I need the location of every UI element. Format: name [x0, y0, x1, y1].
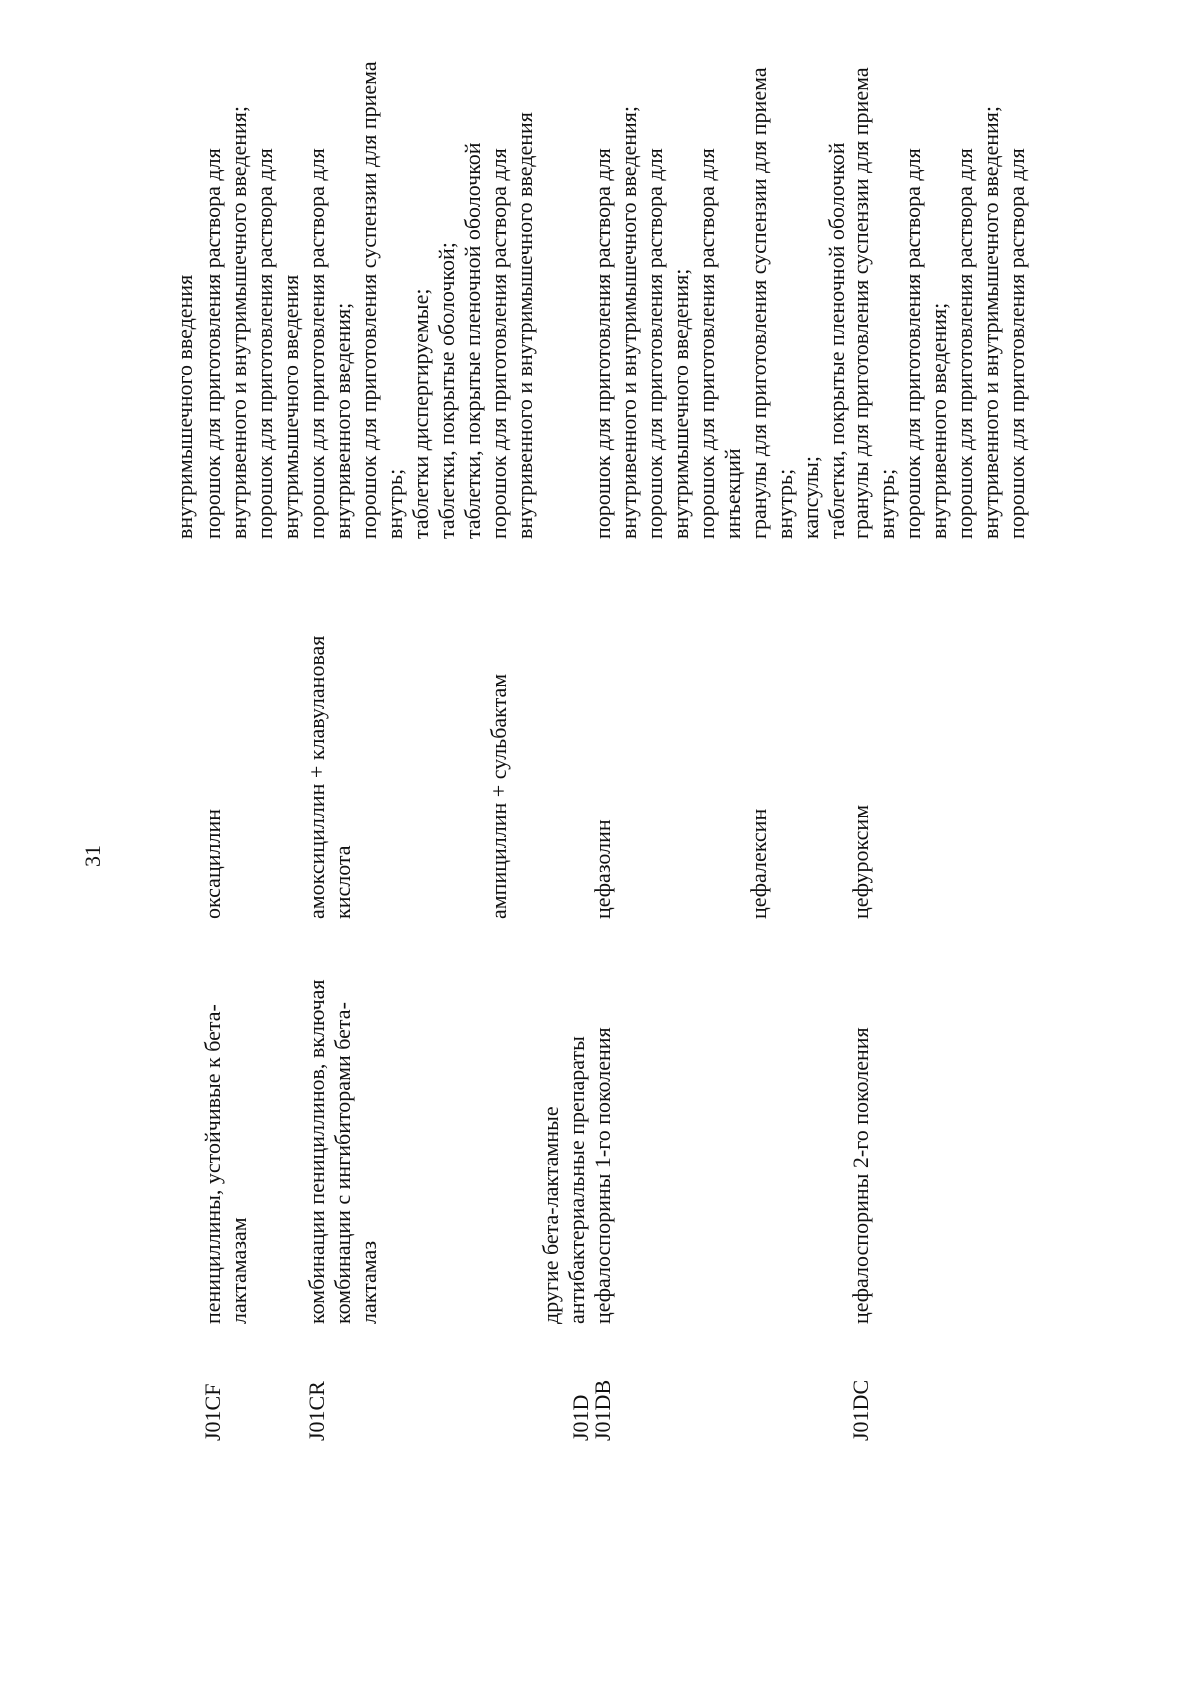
continuation-text: внутримышечного введения	[172, 274, 197, 539]
drug-group: цефалоспорины 2-го поколения	[848, 1027, 873, 1324]
drug-name: цефазолин	[590, 819, 615, 919]
dosage-forms: порошок для приготовления раствора для внутривенного и внутримышечного введения	[486, 112, 537, 539]
drug-group: пенициллины, устойчивые к бета- лактамазам	[200, 1004, 251, 1324]
atc-code: J01CR	[304, 1381, 329, 1441]
drug-name: цефалексин	[746, 808, 771, 919]
atc-code: J01D	[568, 1394, 593, 1441]
drug-name: цефуроксим	[848, 804, 873, 919]
drug-name: оксациллин	[200, 809, 225, 919]
atc-code: J01DB	[590, 1379, 615, 1441]
dosage-forms: порошок для приготовления раствора для внутривенного и внутримышечного введения; порошок для приготовления раствора для внутримышечного введения; порошок для приготовления раствора для инъекций	[590, 106, 745, 539]
dosage-forms: порошок для приготовления раствора для внутривенного и внутримышечного введения; порошок для приготовления раствора для внутримышечного введения	[200, 106, 303, 539]
dosage-forms: порошок для приготовления раствора для внутривенного введения; порошок для приготовления суспензии для приема внутрь; таблетки диспергируемые; таблетки, покрытые оболочкой; таблетки, покрытые пленочной оболочкой	[304, 61, 485, 539]
atc-code: J01CF	[200, 1383, 225, 1441]
atc-code: J01DC	[848, 1379, 873, 1441]
drug-name: ампициллин + сульбактам	[486, 673, 511, 919]
page-number: 31	[80, 845, 105, 867]
dosage-forms: гранулы для приготовления суспензии для приема внутрь; порошок для приготовления раствора для внутривенного введения; порошок для приготовления раствора для внутривенного и внутримышечного введения; порошок для приготовления раствора для	[848, 67, 1029, 539]
drug-name: амоксициллин + клавулановая кислота	[304, 635, 355, 919]
drug-group: другие бета-лактамные антибактериальные препараты	[538, 1036, 589, 1324]
drug-group: комбинации пенициллинов, включая комбинации с ингибиторами бета- лактамаз	[304, 979, 381, 1324]
drug-group: цефалоспорины 1-го поколения	[590, 1027, 615, 1324]
dosage-forms: гранулы для приготовления суспензии для приема внутрь; капсулы; таблетки, покрытые пленочной оболочкой	[746, 67, 849, 539]
